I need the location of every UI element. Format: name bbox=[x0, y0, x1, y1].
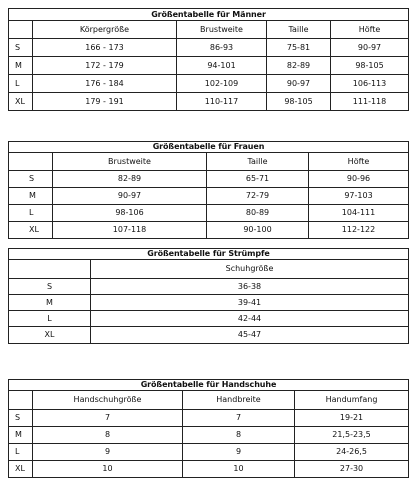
table-cell: 7 bbox=[183, 410, 295, 427]
table-row bbox=[9, 444, 409, 461]
size-label: XL bbox=[9, 222, 53, 239]
women-header-hip: Höfte bbox=[309, 153, 409, 171]
table-cell: 90-97 bbox=[53, 188, 207, 205]
size-label: S bbox=[9, 410, 33, 427]
table-row bbox=[9, 295, 409, 311]
socks-header-corner bbox=[9, 260, 91, 279]
table-cell: 7 bbox=[33, 410, 183, 427]
table-cell: 110-117 bbox=[177, 93, 267, 111]
women-size-table bbox=[8, 141, 409, 239]
women-header-waist: Taille bbox=[207, 153, 309, 171]
table-cell: 36-38 bbox=[91, 279, 409, 295]
table-row bbox=[9, 461, 409, 478]
table-cell: 45-47 bbox=[91, 327, 409, 344]
women-table-title: Größentabelle für Frauen bbox=[9, 142, 409, 153]
men-header-corner bbox=[9, 21, 33, 39]
table-cell: 104-111 bbox=[309, 205, 409, 222]
table-cell: 106-113 bbox=[331, 75, 409, 93]
table-row bbox=[9, 279, 409, 295]
table-row bbox=[9, 410, 409, 427]
women-header-chest: Brustweite bbox=[53, 153, 207, 171]
gloves-header-glove-size: Handschuhgröße bbox=[33, 391, 183, 410]
table-row bbox=[9, 57, 409, 75]
table-cell: 94-101 bbox=[177, 57, 267, 75]
table-cell: 75-81 bbox=[267, 39, 331, 57]
size-label: S bbox=[9, 171, 53, 188]
table-cell: 82-89 bbox=[53, 171, 207, 188]
table-cell: 107-118 bbox=[53, 222, 207, 239]
table-cell: 179 - 191 bbox=[33, 93, 177, 111]
men-header-chest: Brustweite bbox=[177, 21, 267, 39]
table-cell: 65-71 bbox=[207, 171, 309, 188]
table-row bbox=[9, 222, 409, 239]
table-row bbox=[9, 205, 409, 222]
size-label: M bbox=[9, 427, 33, 444]
size-label: XL bbox=[9, 327, 91, 344]
table-row bbox=[9, 171, 409, 188]
men-header-body-height: Körpergröße bbox=[33, 21, 177, 39]
table-cell: 9 bbox=[33, 444, 183, 461]
size-label: L bbox=[9, 75, 33, 93]
size-label: S bbox=[9, 279, 91, 295]
table-cell: 97-103 bbox=[309, 188, 409, 205]
men-header-hip: Höfte bbox=[331, 21, 409, 39]
size-label: M bbox=[9, 188, 53, 205]
size-label: S bbox=[9, 39, 33, 57]
table-cell: 90-97 bbox=[331, 39, 409, 57]
table-cell: 90-96 bbox=[309, 171, 409, 188]
table-row bbox=[9, 75, 409, 93]
table-row bbox=[9, 327, 409, 344]
table-cell: 24-26,5 bbox=[295, 444, 409, 461]
table-row bbox=[9, 188, 409, 205]
size-label: XL bbox=[9, 461, 33, 478]
table-cell: 98-106 bbox=[53, 205, 207, 222]
socks-header-shoe-size: Schuhgröße bbox=[91, 260, 409, 279]
table-cell: 10 bbox=[183, 461, 295, 478]
socks-size-table bbox=[8, 248, 409, 344]
size-label: XL bbox=[9, 93, 33, 111]
table-cell: 21,5-23,5 bbox=[295, 427, 409, 444]
table-row bbox=[9, 93, 409, 111]
size-label: L bbox=[9, 444, 33, 461]
table-cell: 166 - 173 bbox=[33, 39, 177, 57]
men-header-waist: Taille bbox=[267, 21, 331, 39]
table-cell: 19-21 bbox=[295, 410, 409, 427]
size-label: M bbox=[9, 57, 33, 75]
table-cell: 72-79 bbox=[207, 188, 309, 205]
table-cell: 176 - 184 bbox=[33, 75, 177, 93]
table-cell: 9 bbox=[183, 444, 295, 461]
gloves-header-corner bbox=[9, 391, 33, 410]
size-label: M bbox=[9, 295, 91, 311]
table-cell: 82-89 bbox=[267, 57, 331, 75]
gloves-header-hand-circumference: Handumfang bbox=[295, 391, 409, 410]
size-label: L bbox=[9, 311, 91, 327]
men-table-title: Größentabelle für Männer bbox=[9, 9, 409, 21]
size-label: L bbox=[9, 205, 53, 222]
table-cell: 90-97 bbox=[267, 75, 331, 93]
women-header-corner bbox=[9, 153, 53, 171]
gloves-size-table bbox=[8, 379, 409, 478]
table-cell: 27-30 bbox=[295, 461, 409, 478]
table-row bbox=[9, 427, 409, 444]
table-cell: 42-44 bbox=[91, 311, 409, 327]
table-cell: 102-109 bbox=[177, 75, 267, 93]
table-cell: 111-118 bbox=[331, 93, 409, 111]
table-cell: 98-105 bbox=[331, 57, 409, 75]
gloves-header-hand-width: Handbreite bbox=[183, 391, 295, 410]
men-size-table bbox=[8, 8, 409, 111]
socks-table-title: Größentabelle für Strümpfe bbox=[9, 249, 409, 260]
table-cell: 86-93 bbox=[177, 39, 267, 57]
table-cell: 10 bbox=[33, 461, 183, 478]
table-cell: 80-89 bbox=[207, 205, 309, 222]
table-cell: 172 - 179 bbox=[33, 57, 177, 75]
table-cell: 8 bbox=[183, 427, 295, 444]
gloves-table-title: Größentabelle für Handschuhe bbox=[9, 380, 409, 391]
table-row bbox=[9, 311, 409, 327]
table-cell: 39-41 bbox=[91, 295, 409, 311]
table-cell: 90-100 bbox=[207, 222, 309, 239]
table-cell: 8 bbox=[33, 427, 183, 444]
table-cell: 98-105 bbox=[267, 93, 331, 111]
table-row bbox=[9, 39, 409, 57]
table-cell: 112-122 bbox=[309, 222, 409, 239]
